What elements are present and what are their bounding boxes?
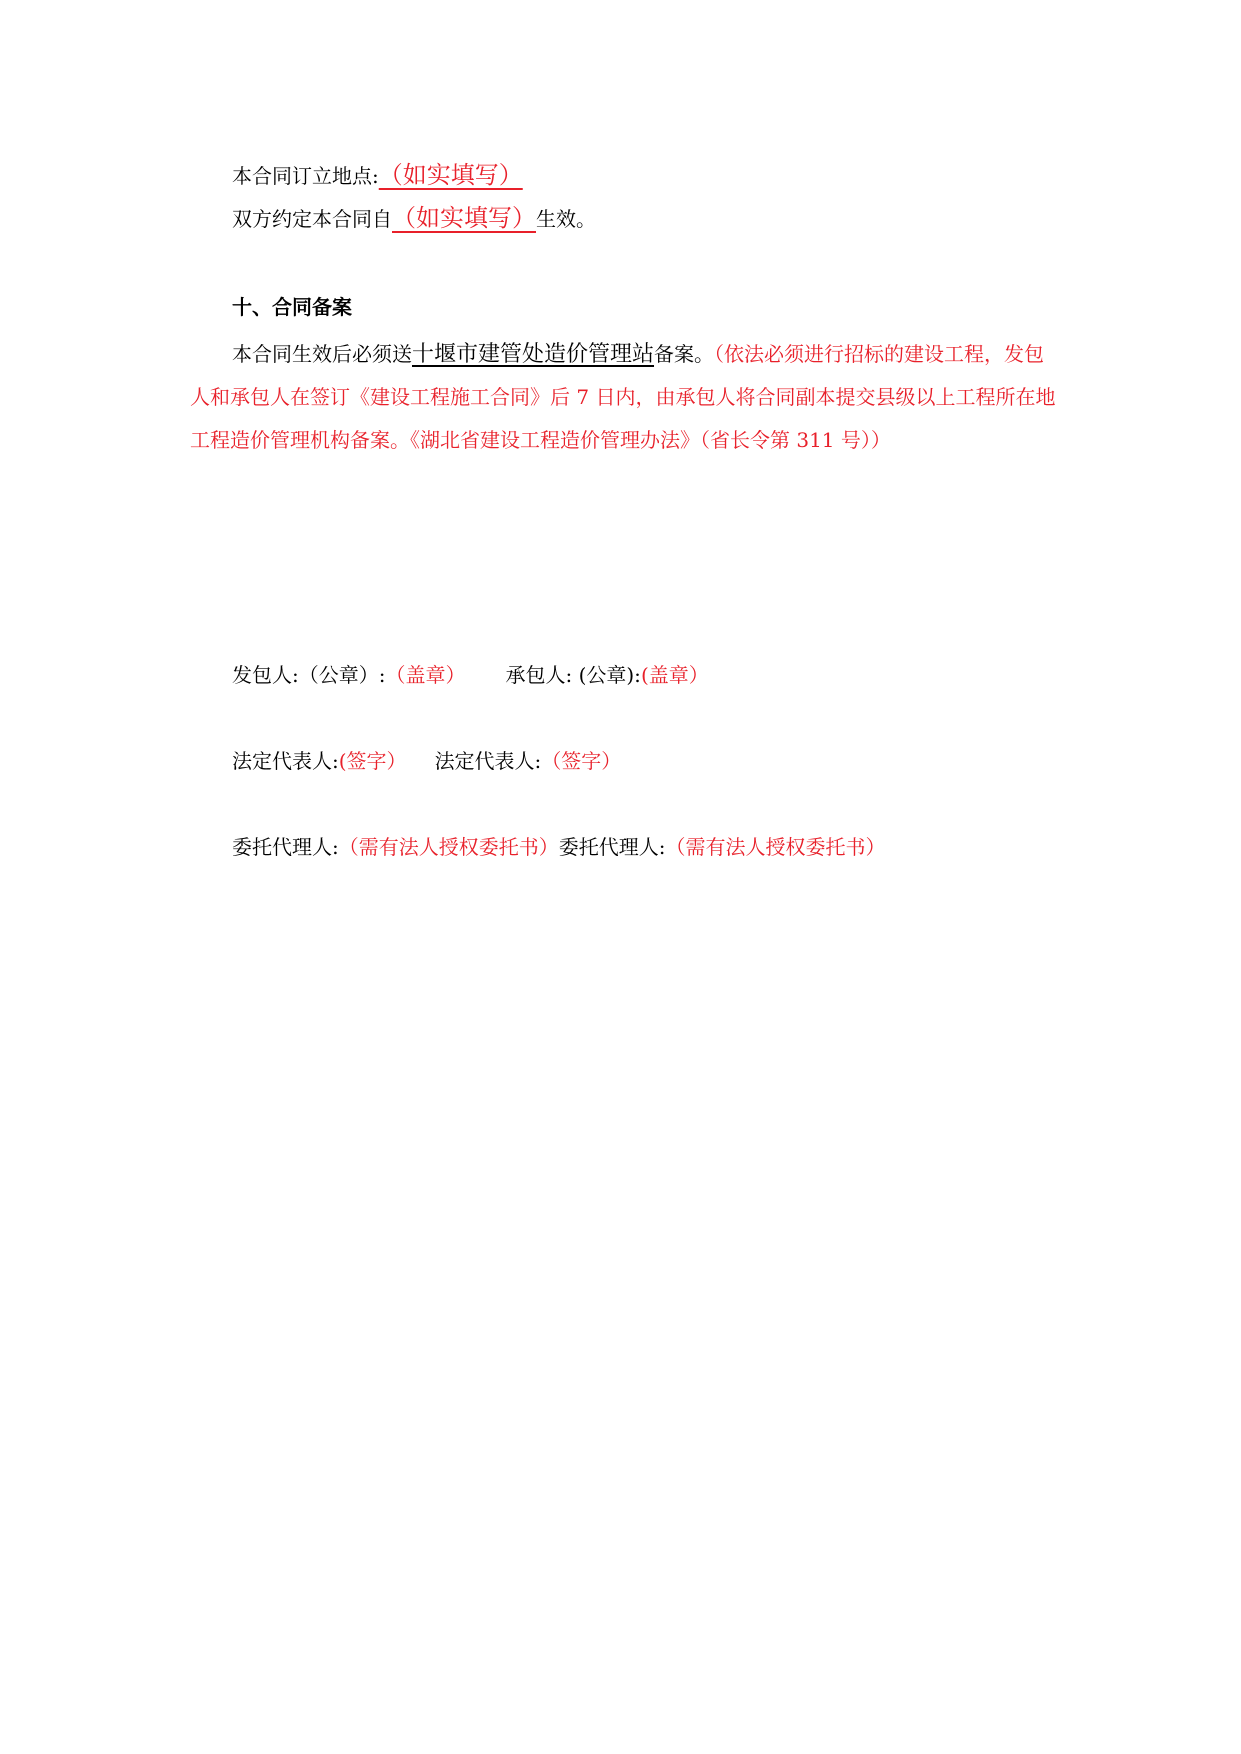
signing-place-value: （如实填写）	[378, 161, 523, 189]
filing-agency: 十堰市建管处造价管理站	[412, 342, 655, 367]
representative-2-label: 法定代表人:	[434, 749, 542, 773]
filing-note: （依法必须进行招标的建设工程，发包人和承包人在签订《建设工程施工合同》后 7 日内，由承包人将合同副本提交县级以上工程所在地工程造价管理机构备案。《湖北省建设工程造价管理办法》（省长令第 311 号））	[190, 342, 1056, 452]
signing-place-label: 本合同订立地点:	[232, 164, 379, 188]
employer-label: 发包人:（公章）:	[232, 663, 386, 687]
signature-row-agent	[232, 832, 886, 862]
agent-1-note: （需有法人授权委托书）	[338, 835, 559, 859]
signature-row-representative	[232, 746, 621, 776]
section-heading: 十、合同备案	[232, 295, 352, 319]
representative-2-sign: （签字）	[541, 749, 622, 773]
employer-seal: （盖章）	[385, 663, 466, 687]
signature-row-seal	[232, 660, 709, 690]
agent-2-label: 委托代理人:	[558, 835, 666, 859]
contractor-label: 承包人: (公章):	[505, 663, 641, 687]
signing-place-line	[232, 160, 523, 191]
filing-text-prefix: 本合同生效后必须送	[232, 342, 412, 366]
effective-line	[232, 203, 596, 234]
representative-1-label: 法定代表人:	[232, 749, 339, 773]
effective-value: （如实填写）	[392, 204, 536, 232]
effective-suffix: 生效。	[536, 207, 596, 231]
effective-prefix: 双方约定本合同自	[232, 207, 392, 231]
agent-1-label: 委托代理人:	[232, 835, 339, 859]
agent-2-note: （需有法人授权委托书）	[665, 835, 886, 859]
filing-paragraph	[190, 333, 1060, 462]
representative-1-sign: (签字）	[338, 749, 407, 773]
filing-text-suffix: 备案。	[654, 342, 715, 366]
contractor-seal: (盖章）	[640, 663, 709, 687]
